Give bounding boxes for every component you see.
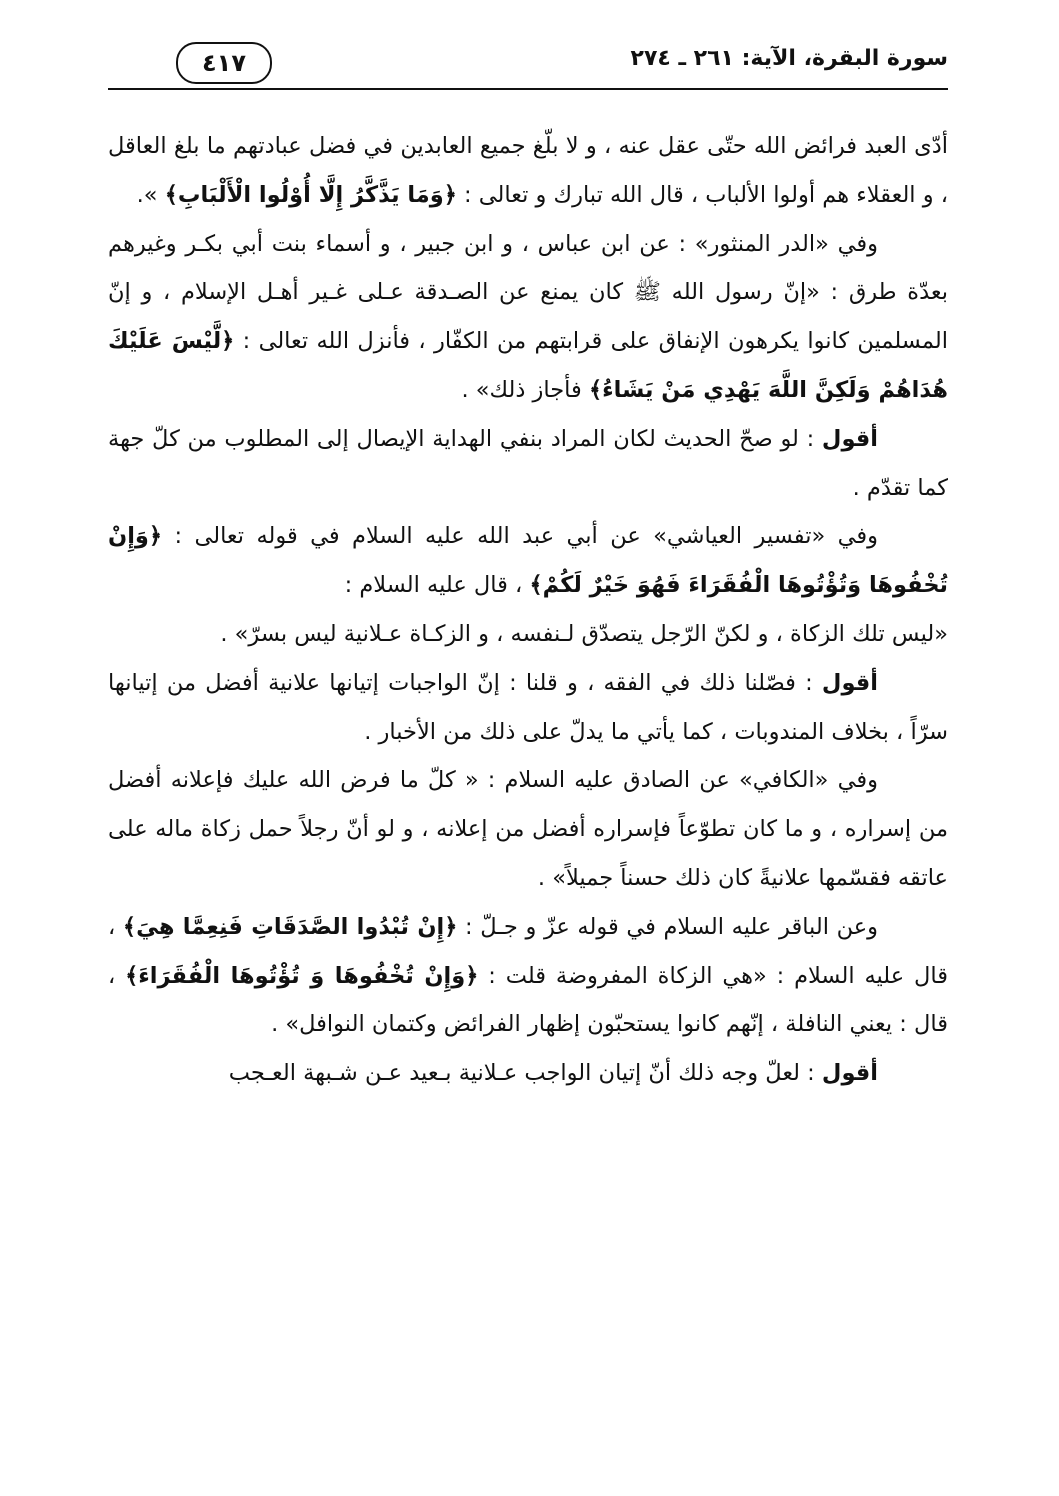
page-header	[108, 40, 948, 90]
quran-verse: ﴿وَإِنْ تُخْفُوهَا وَتُؤْتُوهَا الْفُقَرَاءَ فَهُوَ خَيْرٌ لَكُمْ﴾	[108, 523, 948, 599]
paragraph	[108, 756, 948, 902]
paragraph	[108, 903, 948, 1049]
quran-verse: ﴿وَإِنْ تُخْفُوهَا وَ تُؤْتُوهَا الْفُقَرَاءَ﴾	[125, 962, 479, 989]
commentary-keyword: أقول	[821, 425, 878, 452]
paragraph	[108, 1049, 948, 1098]
paragraph-text: فأجاز ذلك» .	[461, 376, 589, 403]
paragraph-text: وعن الباقر عليه السلام في قوله عزّ و جـلّ :	[457, 913, 879, 940]
page-number-badge: ٤١٧	[176, 42, 272, 84]
commentary-keyword: أقول	[821, 669, 878, 696]
paragraph	[108, 415, 948, 513]
paragraph	[108, 659, 948, 757]
paragraph-text: : لعلّ وجه ذلك أنّ إتيان الواجب عـلانية بـعيد عـن شـبهة العـجب	[228, 1060, 822, 1087]
paragraph-text: وفي «الدر المنثور» : عن ابن عباس ، و ابن جبير ، و أسماء بنت أبي بكـر وغيرهم بعدّة طرق : «إنّ رسول الله ﷺ كان يمنع عن الصـدقة عـلى غـير أهـل الإسلام ، و إنّ المسلمين كانوا يكرهون الإنفاق على قرابتهم من الكفّار ، فأنزل الله تعالى :	[108, 230, 948, 355]
quran-verse: ﴿لَّيْسَ عَلَيْكَ هُدَاهُمْ وَلَكِنَّ اللَّهَ يَهْدِي مَنْ يَشَاءُ﴾	[108, 328, 948, 403]
paragraph-text: وفي «الكافي» عن الصادق عليه السلام : « كلّ ما فرض الله عليك فإعلانه أفضل من إسراره ، و ما كان تطوّعاً فإسراره أفضل من إعلانه ، و لو أنّ رجلاً حمل زكاة ماله على عاتقه فقسّمها علانيةً كان ذلك حسناً جميلاً» .	[108, 767, 948, 891]
paragraph	[108, 122, 948, 220]
quran-verse: ﴿إِنْ تُبْدُوا الصَّدَقَاتِ فَنِعِمَّا هِيَ﴾	[122, 913, 458, 940]
paragraph-text: ، قال عليه السلام :	[344, 572, 530, 599]
page-body	[108, 122, 948, 1098]
paragraph-text: : فصّلنا ذلك في الفقه ، و قلنا : إنّ الواجبات إتيانها علانية أفضل من إتيانها سرّاً ، بخلاف المندوبات ، كما يأتي ما يدلّ على ذلك من الأخبار .	[108, 669, 948, 745]
paragraph-text: أدّى العبد فرائض الله حتّى عقل عنه ، و لا بلّغ جميع العابدين في فضل عبادتهم ما بلغ العاقل ، و العقلاء هم أولوا الألباب ، قال الله تبارك و تعالى :	[108, 133, 948, 208]
paragraph	[108, 512, 948, 610]
book-page	[108, 40, 948, 1460]
commentary-keyword: أقول	[821, 1060, 878, 1087]
paragraph-text: ، قال : يعني النافلة ، إنّهم كانوا يستحبّون إظهار الفرائض وكتمان النوافل» .	[108, 962, 948, 1038]
paragraph-text: «ليس تلك الزكاة ، و لكنّ الرّجل يتصدّق لـنفسه ، و الزكـاة عـلانية ليس بسرّ» .	[220, 620, 948, 647]
paragraph	[108, 220, 948, 415]
paragraph	[108, 610, 948, 659]
paragraph-text: : لو صحّ الحديث لكان المراد بنفي الهداية الإيصال إلى المطلوب من كلّ جهة كما تقدّم .	[108, 425, 948, 501]
paragraph-text: ، قال عليه السلام : «هي الزكاة المفروضة قلت :	[108, 913, 948, 989]
paragraph-text: وفي «تفسير العياشي» عن أبي عبد الله عليه السلام في قوله تعالى :	[162, 523, 878, 550]
paragraph-text: ».	[136, 181, 165, 208]
quran-verse: ﴿وَمَا يَذَّكَّرُ إِلَّا أُوْلُوا الْأَلْبَابِ﴾	[164, 181, 457, 208]
running-title: سورة البقرة، الآية: ٢٦١ ـ ٢٧٤	[630, 46, 948, 71]
